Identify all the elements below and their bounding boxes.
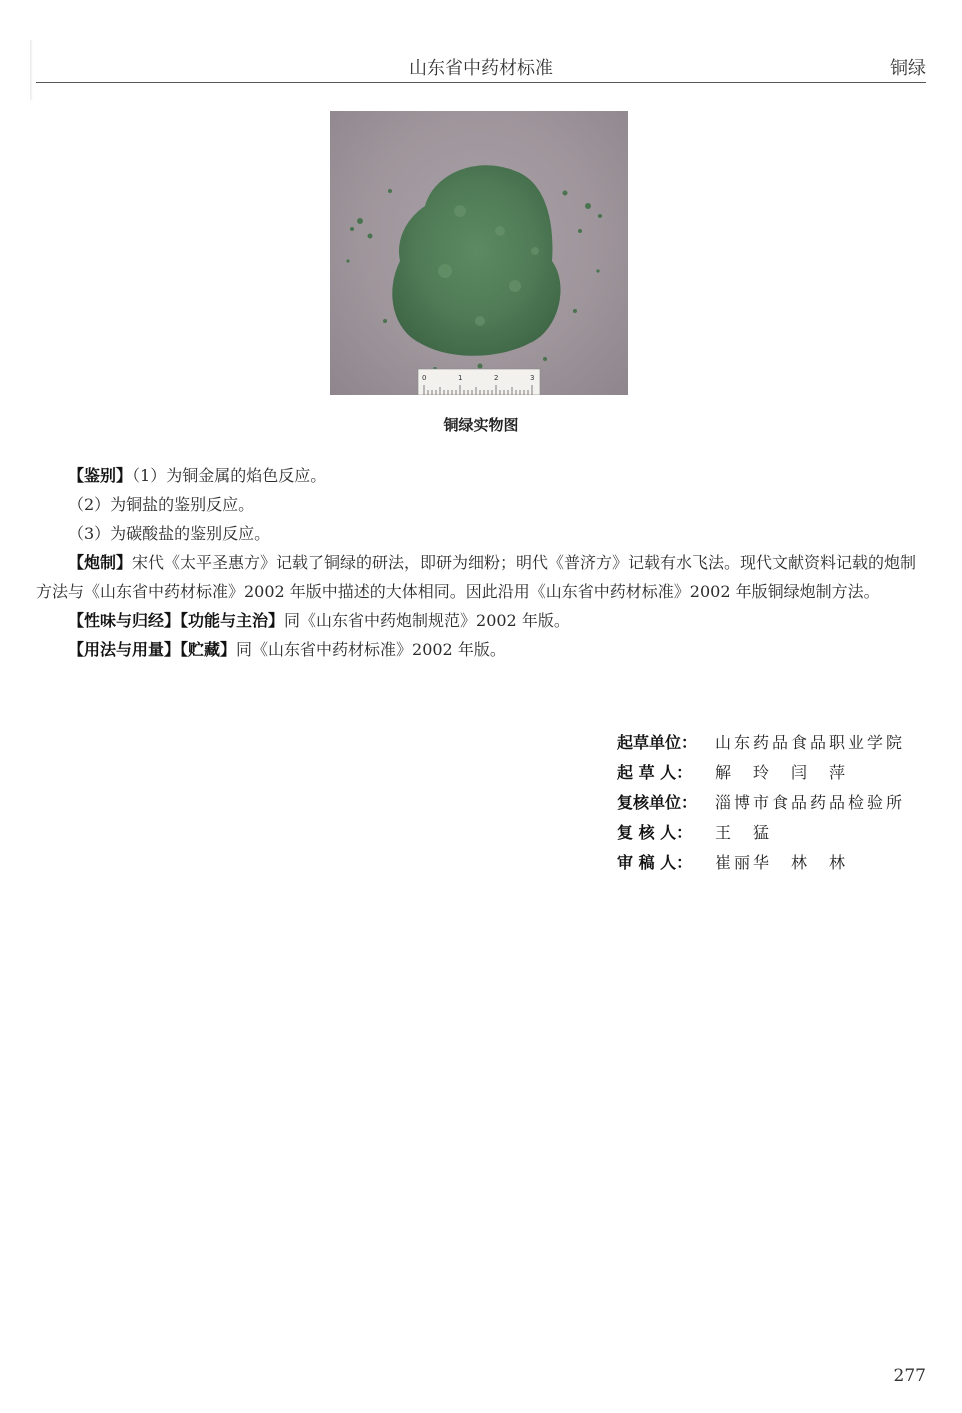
scale-ruler [418,369,540,395]
credit-value: 王 猛 [715,823,773,842]
section-text: 同《山东省中药材标准》2002 年版。 [236,640,506,659]
section-identification-3 [36,519,926,548]
section-text: （3）为碳酸盐的鉴别反应。 [68,524,271,543]
section-label-processing: 【炮制】 [68,553,133,572]
credit-drafting-unit [617,728,905,758]
credit-value: 淄博市食品药品检验所 [715,793,906,812]
credit-review-unit [617,788,905,818]
section-processing [36,548,926,606]
page-edge-shadow [30,40,33,100]
credit-label: 复 核 人： [617,823,693,842]
monograph-body [36,461,926,664]
credits-block [617,728,905,878]
credit-label: 复核单位： [617,793,698,812]
running-header [36,50,926,83]
section-nature-function [36,606,926,635]
section-usage-storage [36,635,926,664]
page-number: 277 [893,1366,926,1386]
ruler-label-3: 3 [530,374,535,382]
section-text: 宋代《太平圣惠方》记载了铜绿的研法，即研为细粉；明代《普济方》记载有水飞法。现代文献资料记载的炮制方法与《山东省中药材标准》2002 年版中描述的大体相同。因此沿用《山东省中药材标准》2002 年版铜绿炮制方法。 [36,553,917,601]
section-text: 同《山东省中药炮制规范》2002 年版。 [284,611,570,630]
section-text: （1）为铜金属的焰色反应。 [132,466,327,485]
section-label-identification: 【鉴别】 [68,466,133,485]
book-title: 山东省中药材标准 [409,58,553,79]
credit-value: 崔丽华 林 林 [715,853,849,872]
credit-editor [617,848,905,878]
credit-label: 审 稿 人： [617,853,693,872]
credit-drafter [617,758,905,788]
credit-label: 起草单位： [617,733,698,752]
section-label-nature-function: 【性味与归经】【功能与主治】 [68,611,285,630]
figure-caption: 铜绿实物图 [443,416,519,434]
specimen-photo [330,111,628,395]
ruler-label-2: 2 [494,374,499,382]
entry-name: 铜绿 [890,58,926,79]
credit-value: 山东药品食品职业学院 [715,733,906,752]
credit-value: 解 玲 闫 萍 [715,763,849,782]
ruler-label-1: 1 [458,374,463,382]
ruler-label-0: 0 [422,374,427,382]
section-label-usage-storage: 【用法与用量】【贮藏】 [68,640,237,659]
section-identification-1 [36,461,926,490]
specimen-photo-drawing [330,111,628,395]
section-text: （2）为铜盐的鉴别反应。 [68,495,255,514]
powder-pile [392,165,560,356]
credit-reviewer [617,818,905,848]
section-identification-2 [36,490,926,519]
credit-label: 起 草 人： [617,763,693,782]
